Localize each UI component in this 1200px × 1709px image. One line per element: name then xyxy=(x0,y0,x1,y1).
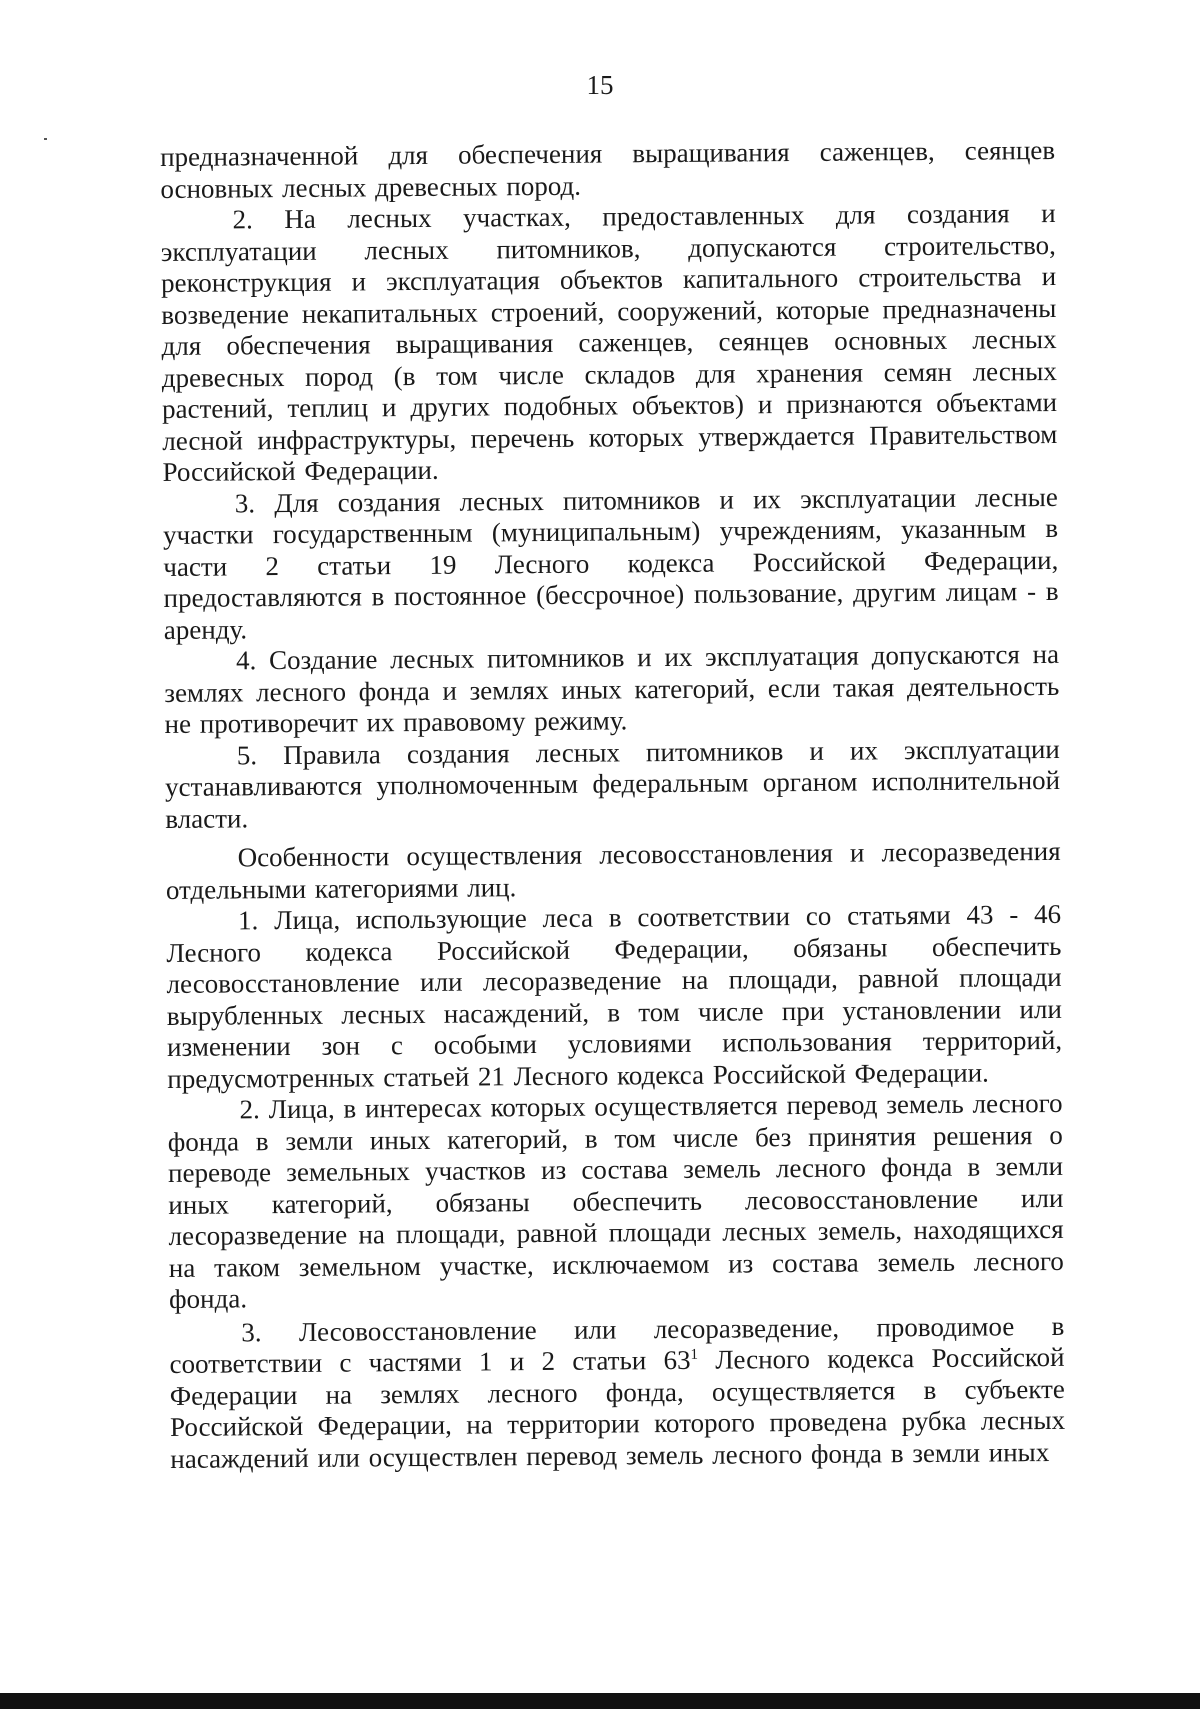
paragraph-item-3: 3. Для создания лесных питомников и их эксплуатации лесные участки государственным (муниципальным) учреждениям, указанным в части 2 статьи 19 Лесного кодекса Российской Федерации, предоставляются в постоянное (бессрочное) пользование, другим лицам - в аренду. xyxy=(162,481,1059,645)
paragraph-item-5: 5. Правила создания лесных питомников и их эксплуатации устанавливаются уполномоченным федеральным органом исполнительной власти. xyxy=(164,733,1061,834)
paragraph-section-item-3-end: Лесного кодекса Российской Федерации на землях лесного фонда, осуществляется в субъекте Российской Федерации, на территории которого проведена рубка лесных насаждений или осуществлен перевод земель лесного фонда в земли иных xyxy=(169,1341,1066,1474)
section-heading: Особенности осуществления лесовосстановления и лесоразведения отдельными категориями лиц. xyxy=(165,835,1061,905)
paragraph-section-item-1: 1. Лица, использующие леса в соответствии со статьями 43 - 46 Лесного кодекса Российской Федерации, обязаны обеспечить лесовосстановление или лесоразведение на площади, равной площади вырубленных лесных насаждений, в том числе при установлении или изменении зон с особыми условиями использования территорий, предусмотренных статьей 21 Лесного кодекса Российской Федерации. xyxy=(166,898,1063,1094)
scan-bottom-edge xyxy=(0,1693,1200,1709)
page-number: 15 xyxy=(586,70,614,100)
paragraph-continuation: предназначенной для обеспечения выращивания саженцев, сеянцев основных лесных древесных пород. xyxy=(160,134,1056,204)
paragraph-section-item-3-start: 3. Лесовосстановление или лесоразведение, проводимое в соответствии с частями 1 и 2 статьи 63 xyxy=(169,1310,1065,1379)
article-superscript: 1 xyxy=(690,1346,699,1363)
paragraph-item-2: 2. На лесных участках, предоставленных для создания и эксплуатации лесных питомников, допускаются строительство, реконструкция и эксплуатация объектов капитального строительства и возведение некапитальных строений, сооружений, которые предназначены для обеспечения выращивания саженцев, сеянцев основных лесных древесных пород (в том числе складов для хранения семян лесных растений, теплиц и других подобных объектов) и признаются объектами лесной инфраструктуры, перечень которых утверждается Правительством Российской Федерации. xyxy=(160,197,1058,487)
document-body xyxy=(160,135,1065,1475)
paragraph-section-item-3 xyxy=(169,1310,1065,1475)
scan-artifact-dot xyxy=(44,138,47,140)
paragraph-section-item-2: 2. Лица, в интересах которых осуществляется перевод земель лесного фонда в земли иных категорий, в том числе без принятия решения о переводе земельных участков из состава земель лесного фонда в земли иных категорий, обязаны обеспечить лесовосстановление или лесоразведение на площади, равной площади лесных земель, находящихся на таком земельном участке, исключаемом из состава земель лесного фонда. xyxy=(167,1087,1064,1314)
paragraph-item-4: 4. Создание лесных питомников и их эксплуатация допускаются на землях лесного фонда и землях иных категорий, если такая деятельность не противоречит их правовому режиму. xyxy=(164,638,1060,739)
